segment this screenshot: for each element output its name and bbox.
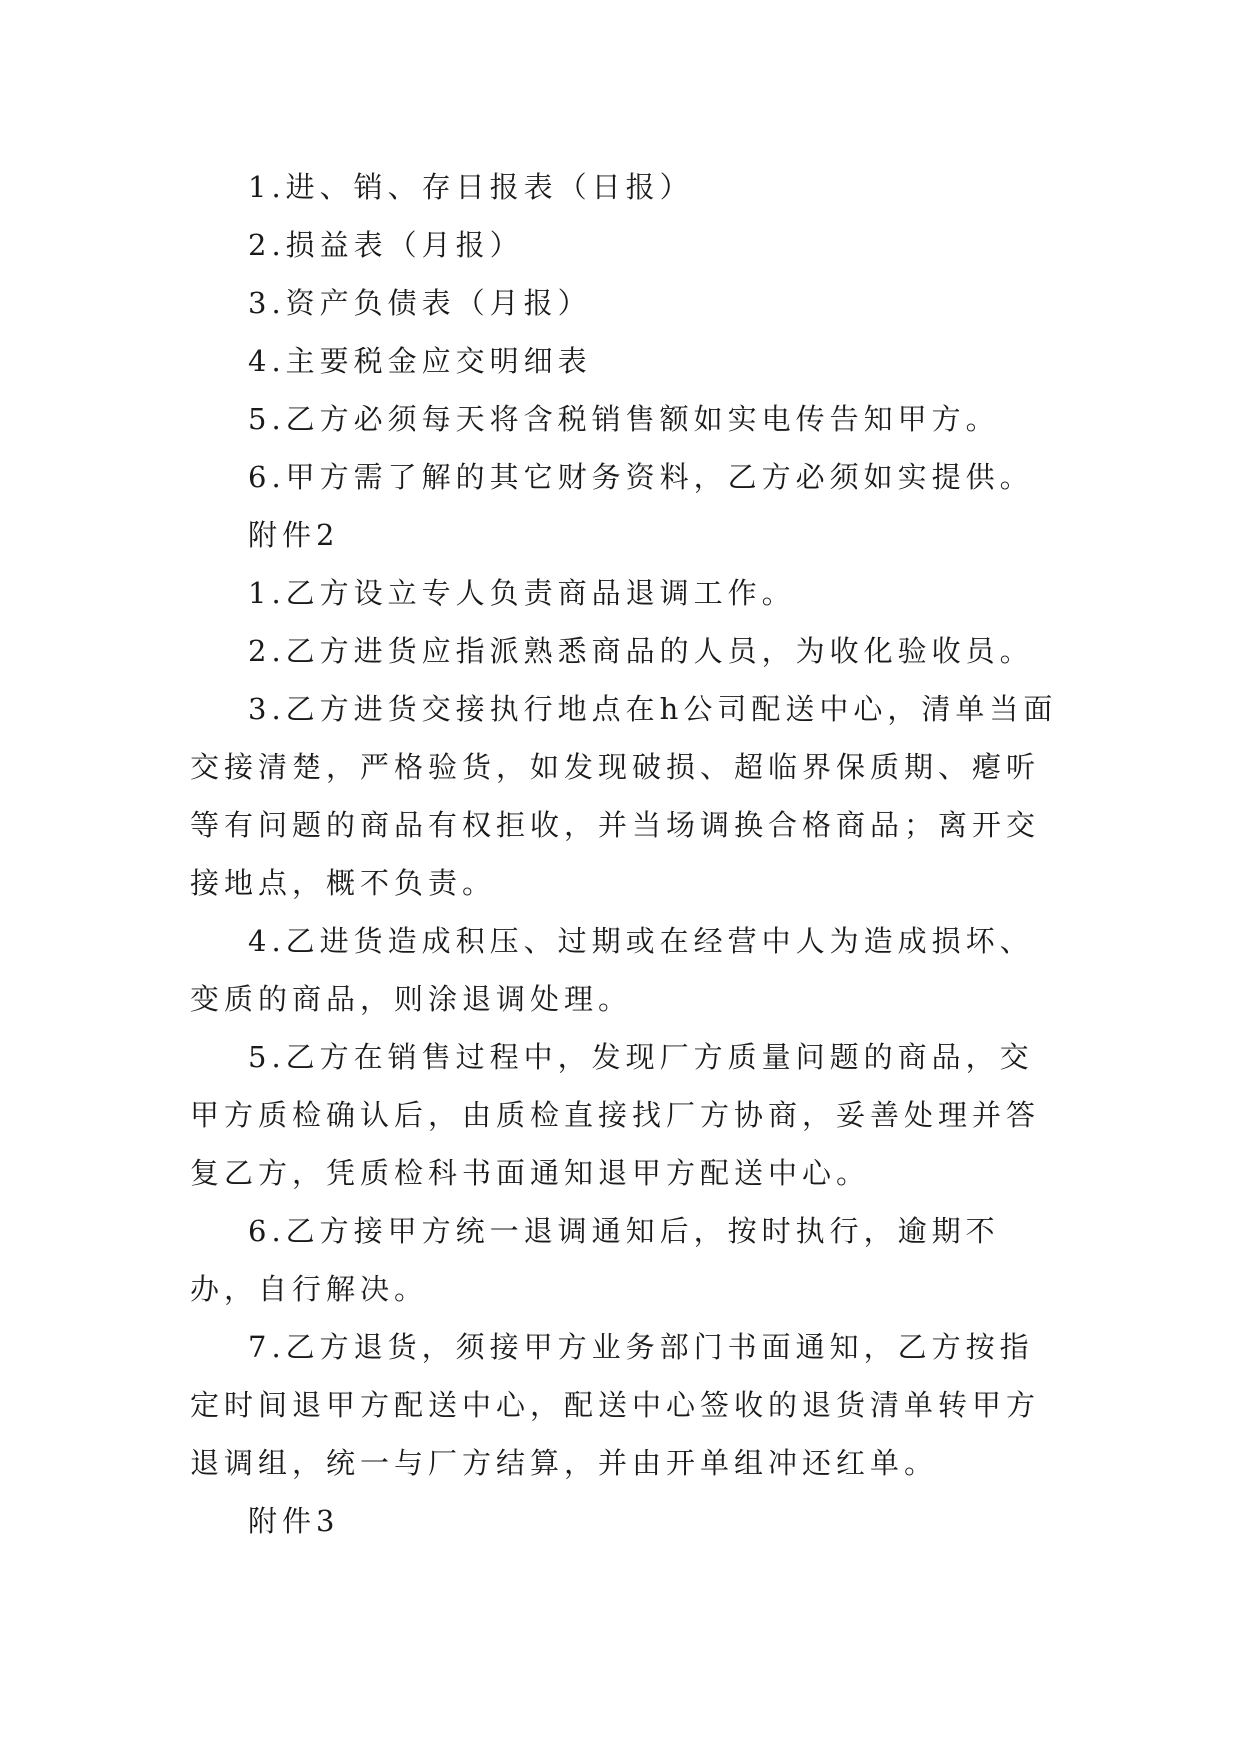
- paragraph-report-daily: 1.进、销、存日报表（日报）: [248, 170, 694, 204]
- paragraph-receiving-staff: 2.乙方进货应指派熟悉商品的人员，为收化验收员。: [248, 634, 1034, 668]
- paragraph-return-staff: 1.乙方设立专人负责商品退调工作。: [248, 576, 796, 610]
- paragraph-return-notice: 6.乙方接甲方统一退调通知后，按时执行，逾期不办，自行解决。: [190, 1214, 1000, 1306]
- paragraph-income-statement: 2.损益表（月报）: [248, 228, 524, 262]
- paragraph-quality-issues: 5.乙方在销售过程中，发现厂方质量问题的商品，交甲方质检确认后，由质检直接找厂方协商，妥善处理并答复乙方，凭质检科书面通知退甲方配送中心。: [190, 1040, 1041, 1190]
- paragraph-return-procedure: 7.乙方退货，须接甲方业务部门书面通知，乙方按指定时间退甲方配送中心，配送中心签收的退货清单转甲方退调组，统一与厂方结算，并由开单组冲还红单。: [190, 1330, 1041, 1480]
- heading-attachment-2: 附件2: [248, 518, 340, 552]
- paragraph-handover-location: 3.乙方进货交接执行地点在h公司配送中心，清单当面交接清楚，严格验货，如发现破损、超临界保质期、瘪听等有问题的商品有权拒收，并当场调换合格商品；离开交接地点，概不负责。: [190, 692, 1058, 900]
- heading-attachment-3: 附件3: [248, 1504, 340, 1538]
- paragraph-daily-sales-report: 5.乙方必须每天将含税销售额如实电传告知甲方。: [248, 402, 1000, 436]
- paragraph-balance-sheet: 3.资产负债表（月报）: [248, 286, 592, 320]
- paragraph-tax-detail: 4.主要税金应交明细表: [248, 344, 592, 378]
- document-body: [190, 158, 1060, 1550]
- paragraph-overstock: 4.乙进货造成积压、过期或在经营中人为造成损坏、变质的商品，则涂退调处理。: [190, 924, 1034, 1016]
- paragraph-other-finance: 6.甲方需了解的其它财务资料，乙方必须如实提供。: [248, 460, 1034, 494]
